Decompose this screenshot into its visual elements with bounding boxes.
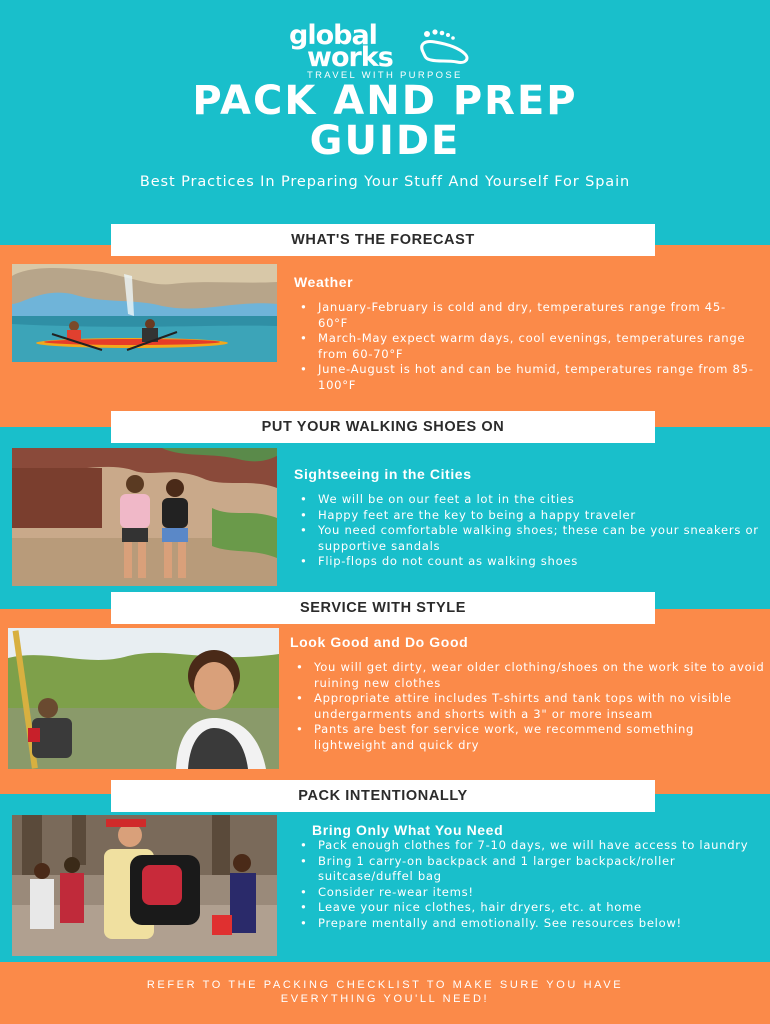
section-header-forecast: WHAT'S THE FORECAST bbox=[111, 224, 655, 256]
list-item: • Bring 1 carry-on backpack and 1 larger backpack/roller suitcase/duffel bag bbox=[294, 854, 764, 885]
list-item: • You need comfortable walking shoes; these can be your sneakers or supportive sandals bbox=[294, 523, 766, 554]
list-item: • You will get dirty, wear older clothing/shoes on the work site to avoid ruining new clothes bbox=[290, 660, 765, 691]
kayak-photo bbox=[12, 264, 277, 362]
logo-line1: global bbox=[289, 20, 377, 51]
list-item: • January-February is cold and dry, temperatures range from 45-60°F bbox=[294, 300, 754, 331]
section-header-walking: PUT YOUR WALKING SHOES ON bbox=[111, 411, 655, 443]
subhead-bring-only: Bring Only What You Need bbox=[312, 822, 504, 838]
walking-bullet-list bbox=[294, 492, 766, 570]
subhead-weather: Weather bbox=[294, 274, 354, 290]
service-photo bbox=[8, 628, 279, 769]
list-item: • We will be on our feet a lot in the cities bbox=[294, 492, 766, 508]
list-item: • Pants are best for service work, we recommend something lightweight and quick dry bbox=[290, 722, 765, 753]
footer-note bbox=[0, 978, 770, 1006]
list-item: • Prepare mentally and emotionally. See resources below! bbox=[294, 916, 764, 932]
subhead-sightseeing: Sightseeing in the Cities bbox=[294, 466, 472, 482]
list-item: • June-August is hot and can be humid, temperatures range from 85-100°F bbox=[294, 362, 754, 393]
footprint-icon bbox=[415, 26, 475, 66]
subhead-look-good: Look Good and Do Good bbox=[290, 634, 469, 650]
list-item: • Pack enough clothes for 7-10 days, we will have access to laundry bbox=[294, 838, 764, 854]
pack-bullet-list bbox=[294, 838, 764, 932]
list-item: • Flip-flops do not count as walking shoes bbox=[294, 554, 766, 570]
list-item: • March-May expect warm days, cool evenings, temperatures range from 60-70°F bbox=[294, 331, 754, 362]
page-subtitle: Best Practices In Preparing Your Stuff And Yourself For Spain bbox=[139, 174, 631, 190]
service-bullet-list bbox=[290, 660, 765, 754]
logo-tagline: TRAVEL WITH PURPOSE bbox=[307, 70, 463, 81]
section-header-pack: PACK INTENTIONALLY bbox=[111, 780, 655, 812]
list-item: • Leave your nice clothes, hair dryers, etc. at home bbox=[294, 900, 764, 916]
logo-line2: works bbox=[307, 42, 393, 73]
page-title-line1: PACK AND PREP bbox=[192, 78, 578, 124]
section-header-service: SERVICE WITH STYLE bbox=[111, 592, 655, 624]
forecast-bullet-list bbox=[294, 300, 754, 394]
page-title-line2: GUIDE bbox=[309, 118, 461, 164]
backpack-photo bbox=[12, 815, 277, 956]
list-item: • Happy feet are the key to being a happy traveler bbox=[294, 508, 766, 524]
list-item: • Consider re-wear items! bbox=[294, 885, 764, 901]
list-item: • Appropriate attire includes T-shirts and tank tops with no visible undergarments and shorts with a 3" or more inseam bbox=[290, 691, 765, 722]
footer-text: REFER TO THE PACKING CHECKLIST TO MAKE SURE YOU HAVE EVERYTHING YOU'LL NEED! bbox=[146, 979, 624, 1005]
sightseeing-photo bbox=[12, 448, 277, 586]
